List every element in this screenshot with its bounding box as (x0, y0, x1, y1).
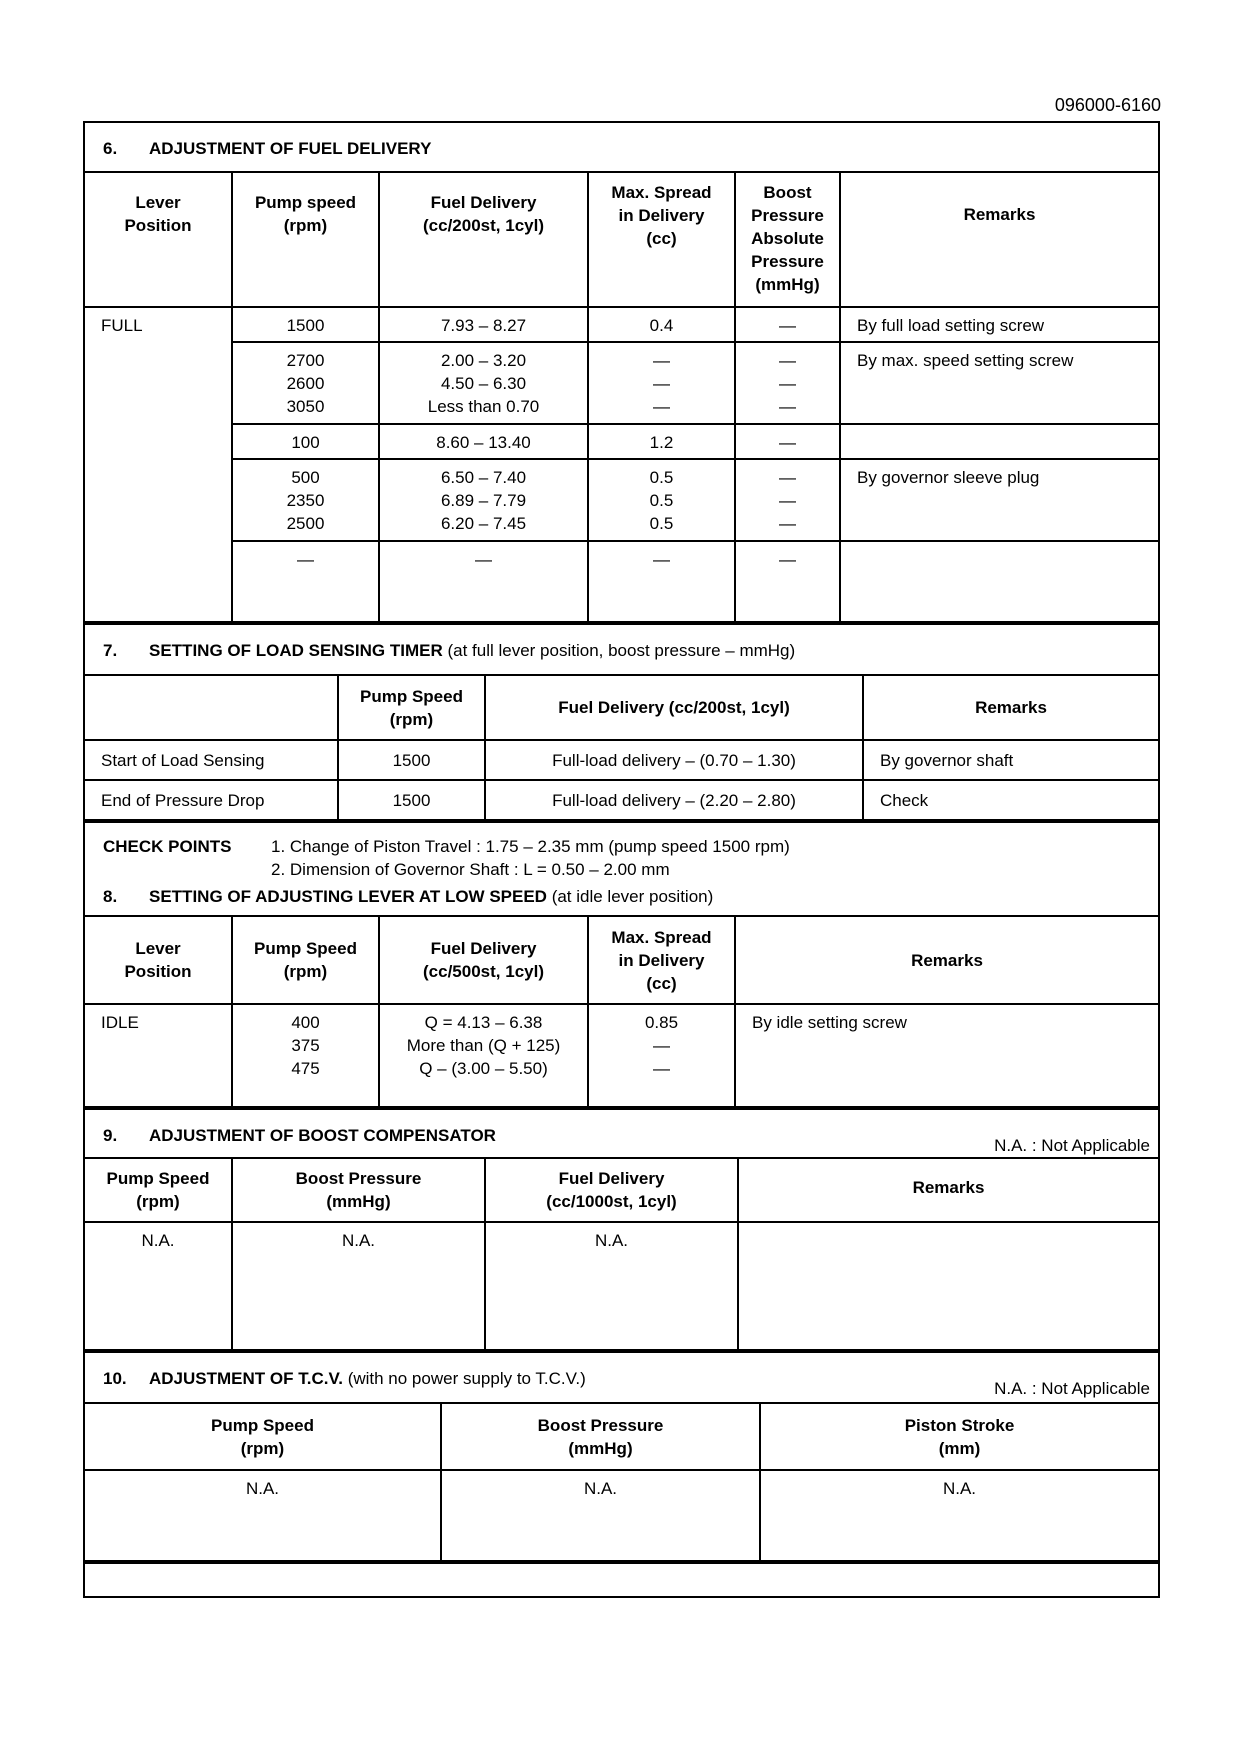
table-header-row (85, 917, 1158, 1004)
check-point-item: 1. Change of Piston Travel : 1.75 – 2.35 mm (pump speed 1500 rpm) (271, 837, 790, 856)
section-number: 8. (103, 887, 118, 906)
section-number: 9. (103, 1126, 118, 1145)
section-title: SETTING OF ADJUSTING LEVER AT LOW SPEED (149, 887, 547, 906)
col-boost-pressure: Boost Pressure (mmHg) (441, 1404, 760, 1470)
section-number: 10. (103, 1369, 127, 1388)
col-remarks: Remarks (738, 1159, 1158, 1222)
table-row: N.A. N.A. N.A. (85, 1470, 1158, 1561)
col-pump-speed: Pump Speed (rpm) (232, 917, 379, 1004)
table-row: IDLE 400 375 475 Q = 4.13 – 6.38 More than (Q + 125) Q – (3.00 – 5.50) 0.85 — — By idle setting screw (85, 1004, 1158, 1107)
section-title: ADJUSTMENT OF T.C.V. (149, 1369, 343, 1388)
col-pump-speed: Pump Speed (rpm) (85, 1404, 441, 1470)
section-9-header (85, 1108, 1158, 1159)
table-row: FULL 1500 7.93 – 8.27 0.4 — By full load setting screw (85, 307, 1158, 342)
table-row: 100 8.60 – 13.40 1.2 — (85, 424, 1158, 459)
tcv-table (85, 1404, 1158, 1562)
table-row: 500 2350 2500 6.50 – 7.40 6.89 – 7.79 6.20 – 7.45 0.5 0.5 0.5 — — — By governor sleeve plug (85, 459, 1158, 541)
table-row: N.A. N.A. N.A. (85, 1222, 1158, 1350)
check-points-block (85, 821, 1158, 917)
table-row: Start of Load Sensing 1500 Full-load delivery – (0.70 – 1.30) By governor shaft (85, 740, 1158, 780)
table-row: 2700 2600 3050 2.00 – 3.20 4.50 – 6.30 Less than 0.70 — — — — — — By max. speed setting screw (85, 342, 1158, 424)
section-note: (with no power supply to T.C.V.) (347, 1369, 586, 1388)
table-header-row (85, 1159, 1158, 1222)
document-number: 096000-6160 (1054, 95, 1161, 115)
col-boost-pressure: Boost Pressure Absolute Pressure (mmHg) (735, 173, 840, 307)
section-title: SETTING OF LOAD SENSING TIMER (149, 641, 443, 660)
col-remarks: Remarks (840, 173, 1158, 307)
not-applicable-note: N.A. : Not Applicable (994, 1136, 1150, 1155)
col-pump-speed: Pump Speed (rpm) (338, 676, 485, 740)
col-fuel-delivery: Fuel Delivery (cc/1000st, 1cyl) (485, 1159, 738, 1222)
table-header-row (85, 1404, 1158, 1470)
col-remarks: Remarks (735, 917, 1158, 1004)
col-pump-speed: Pump speed (rpm) (232, 173, 379, 307)
section-title: ADJUSTMENT OF BOOST COMPENSATOR (149, 1126, 496, 1145)
data-sheet (83, 121, 1160, 1598)
table-row: — — — — (85, 541, 1158, 622)
section-8-header (85, 881, 1158, 917)
col-fuel-delivery: Fuel Delivery (cc/200st, 1cyl) (379, 173, 588, 307)
lever-position-cell: FULL (85, 307, 232, 622)
section-6-header (85, 123, 1158, 173)
col-max-spread: Max. Spread in Delivery (cc) (588, 917, 735, 1004)
col-fuel-delivery: Fuel Delivery (cc/500st, 1cyl) (379, 917, 588, 1004)
col-remarks: Remarks (863, 676, 1158, 740)
section-note: (at idle lever position) (551, 887, 714, 906)
not-applicable-note: N.A. : Not Applicable (994, 1379, 1150, 1398)
check-points-label: CHECK POINTS (103, 837, 232, 856)
table-header-row (85, 173, 1158, 307)
footer-blank-row (85, 1562, 1158, 1602)
col-lever-position: Lever Position (85, 917, 232, 1004)
col-piston-stroke: Piston Stroke (mm) (760, 1404, 1158, 1470)
section-number: 6. (103, 139, 118, 158)
check-point-item: 2. Dimension of Governor Shaft : L = 0.50 – 2.00 mm (271, 860, 670, 879)
section-number: 7. (103, 641, 118, 660)
col-boost-pressure: Boost Pressure (mmHg) (232, 1159, 485, 1222)
section-10-header (85, 1351, 1158, 1404)
section-note: (at full lever position, boost pressure – mmHg) (447, 641, 796, 660)
fuel-delivery-table (85, 173, 1158, 623)
load-sensing-table (85, 676, 1158, 821)
section-7-header (85, 623, 1158, 676)
table-header-row (85, 676, 1158, 740)
col-max-spread: Max. Spread in Delivery (cc) (588, 173, 735, 307)
col-pump-speed: Pump Speed (rpm) (85, 1159, 232, 1222)
low-speed-lever-table (85, 917, 1158, 1108)
section-title: ADJUSTMENT OF FUEL DELIVERY (149, 139, 432, 158)
table-row: End of Pressure Drop 1500 Full-load delivery – (2.20 – 2.80) Check (85, 780, 1158, 820)
col-fuel-delivery: Fuel Delivery (cc/200st, 1cyl) (485, 676, 863, 740)
col-blank (85, 676, 338, 740)
boost-compensator-table (85, 1159, 1158, 1351)
col-lever-position: Lever Position (85, 173, 232, 307)
